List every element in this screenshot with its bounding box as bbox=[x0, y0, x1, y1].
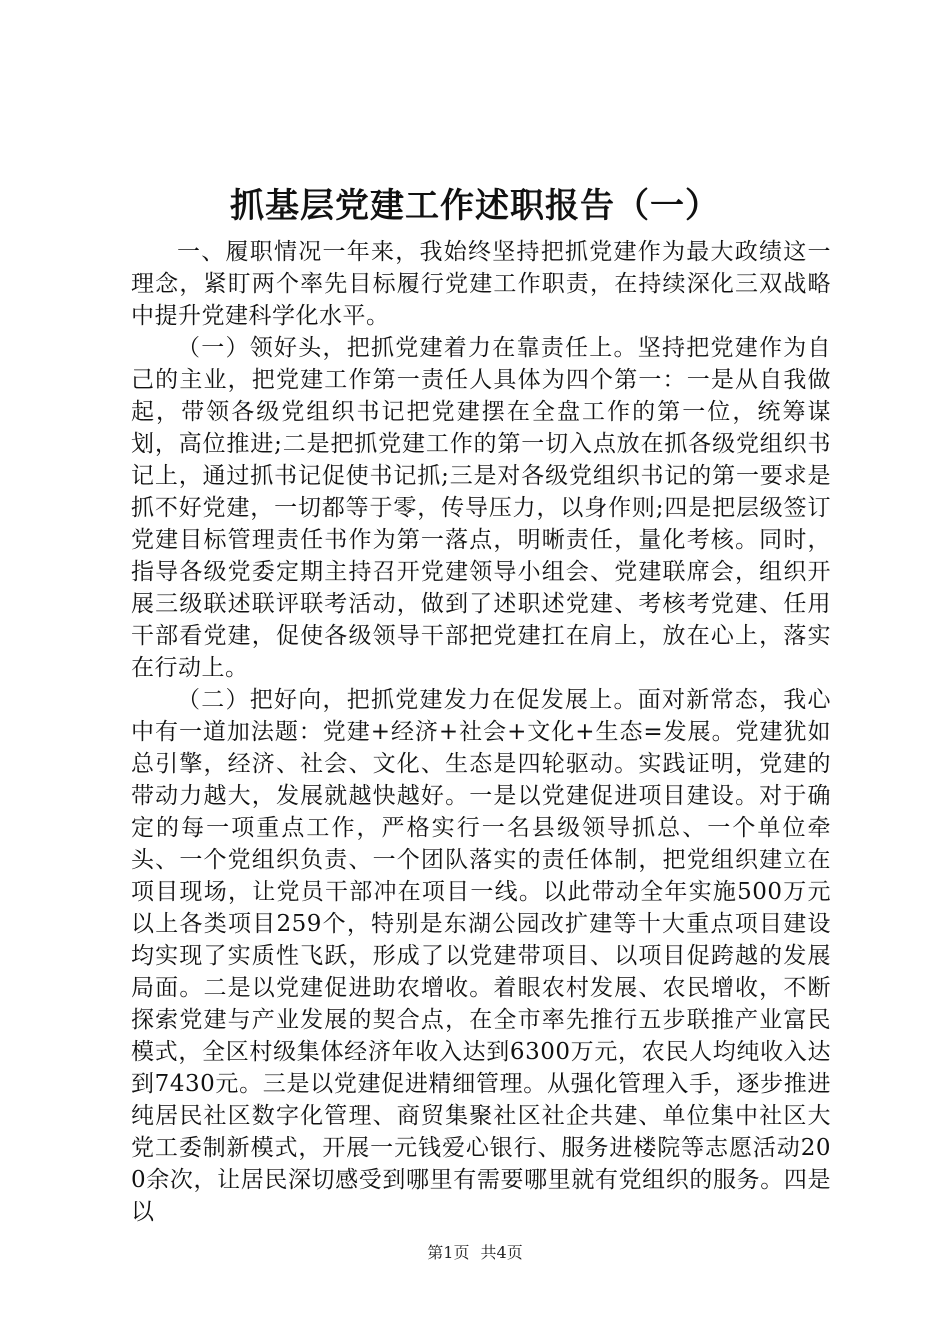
document-title: 抓基层党建工作述职报告（一） bbox=[230, 186, 720, 226]
document-body bbox=[131, 236, 831, 1228]
page-footer bbox=[0, 1242, 950, 1264]
page-total: 共4页 bbox=[480, 1243, 523, 1262]
page-number: 第1页 bbox=[427, 1243, 470, 1262]
paragraph-3: （二）把好向，把抓党建发力在促发展上。面对新常态，我心中有一道加法题：党建+经济+社会+文化+生态=发展。党建犹如总引擎，经济、社会、文化、生态是四轮驱动。实践证明，党建的带动力越大，发展就越快越好。一是以党建促进项目建设。对于确定的每一项重点工作，严格实行一名县级领导抓总、一个单位牵头、一个党组织负责、一个团队落实的责任体制，把党组织建立在项目现场，让党员干部冲在项目一线。以此带动全年实施500万元以上各类项目259个，特别是东湖公园改扩建等十大重点项目建设均实现了实质性飞跃，形成了以党建带项目、以项目促跨越的发展局面。二是以党建促进助农增收。着眼农村发展、农民增收，不断探索党建与产业发展的契合点，在全市率先推行五步联推产业富民模式，全区村级集体经济年收入达到6300万元，农民人均纯收入达到7430元。三是以党建促进精细管理。从强化管理入手，逐步推进纯居民社区数字化管理、商贸集聚社区社企共建、单位集中社区大党工委制新模式，开展一元钱爱心银行、服务进楼院等志愿活动200余次，让居民深切感受到哪里有需要哪里就有党组织的服务。四是以 bbox=[131, 687, 831, 1225]
paragraph-2: （一）领好头，把抓党建着力在靠责任上。坚持把党建作为自己的主业，把党建工作第一责任人具体为四个第一：一是从自我做起，带领各级党组织书记把党建摆在全盘工作的第一位，统筹谋划，高位推进;二是把抓党建工作的第一切入点放在抓各级党组织书记上，通过抓书记促使书记抓;三是对各级党组织书记的第一要求是抓不好党建，一切都等于零，传导压力，以身作则;四是把层级签订党建目标管理责任书作为第一落点，明晰责任，量化考核。同时，指导各级党委定期主持召开党建领导小组会、党建联席会，组织开展三级联述联评联考活动，做到了述职述党建、考核考党建、任用干部看党建，促使各级领导干部把党建扛在肩上，放在心上，落实在行动上。 bbox=[131, 335, 831, 681]
paragraph-1: 一、履职情况一年来，我始终坚持把抓党建作为最大政绩这一理念，紧盯两个率先目标履行党建工作职责，在持续深化三双战略中提升党建科学化水平。 bbox=[131, 239, 831, 329]
